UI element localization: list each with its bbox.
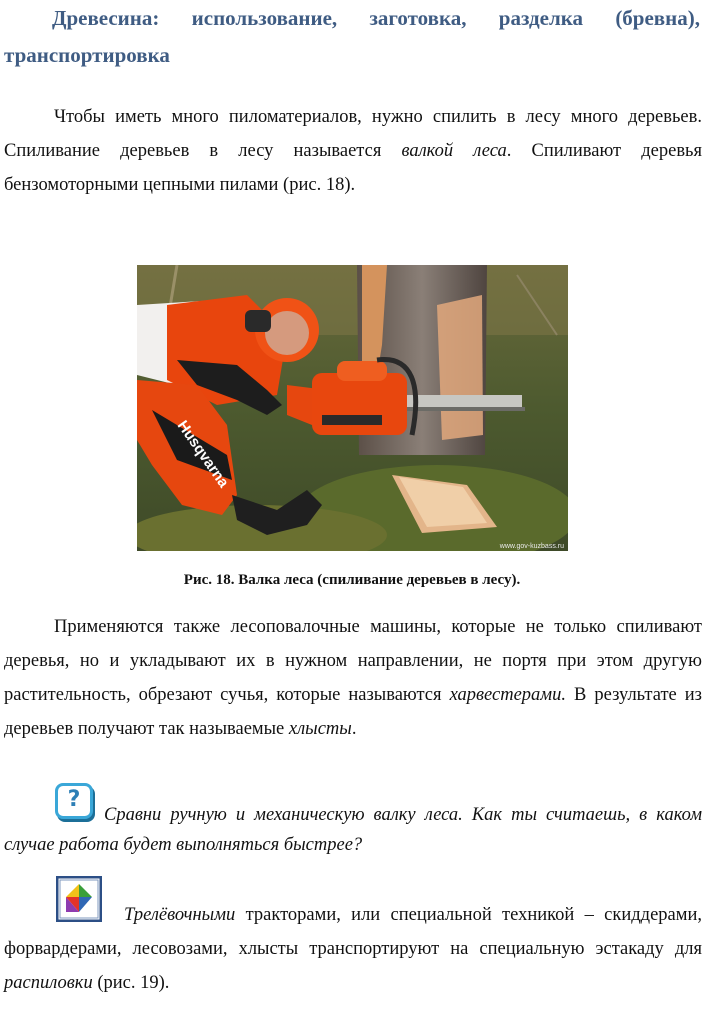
term-skidding: Трелёвочными: [124, 905, 236, 925]
term-harvesters: харвестерами.: [449, 685, 566, 705]
figure-chainsaw-felling-photo: [137, 265, 568, 551]
question-text: Сравни ручную и механическую валку леса. Как ты считаешь, в каком случае работа будет выполняться быстрее?: [4, 805, 702, 855]
term-sawing: распиловки: [4, 973, 93, 993]
paragraph-text: Чтобы иметь много пиломатериалов, нужно спилить в лесу много деревьев. Спиливание деревьев в лесу называется: [4, 107, 702, 161]
heading-text: Древесина: использование, заготовка, разделка (бревна), транспортировка: [4, 6, 700, 67]
question-icon: ?: [55, 783, 93, 819]
question-prompt: [4, 800, 702, 860]
paragraph-text: . Спиливают деревья бензомоторными цепными пилами (рис. 18).: [4, 141, 703, 195]
paragraph-text: Применяются также лесоповалочные машины, которые не только спиливают деревья, но и укладывают их в нужном направлении, не портя при этом другую растительность, обрезают сучья, которые называются: [4, 617, 702, 705]
paragraph-text: тракторами, или специальной техникой – скиддерами, форвардерами, лесовозами, хлысты транспортируют на специальную эстакаду для: [4, 905, 702, 959]
term-felling: валкой леса: [401, 141, 507, 161]
paragraph-text: В результате из деревьев получают так называемые: [4, 685, 702, 739]
paragraph-felling: [4, 100, 702, 202]
paragraph-text: .: [351, 719, 357, 739]
chainsaw-felling-photo: [137, 265, 568, 551]
term-logs: хлысты: [288, 719, 352, 739]
page-title: [4, 0, 700, 74]
paragraph-harvesters: [4, 610, 702, 746]
paragraph-transport: [4, 898, 702, 1000]
photo-watermark: www.gov-kuzbass.ru: [499, 543, 564, 550]
brand-label: Husqvarna: [173, 417, 233, 491]
figure-caption: Рис. 18. Валка леса (спиливание деревьев в лесу).: [183, 572, 521, 588]
paragraph-text: (рис. 19).: [92, 973, 170, 993]
